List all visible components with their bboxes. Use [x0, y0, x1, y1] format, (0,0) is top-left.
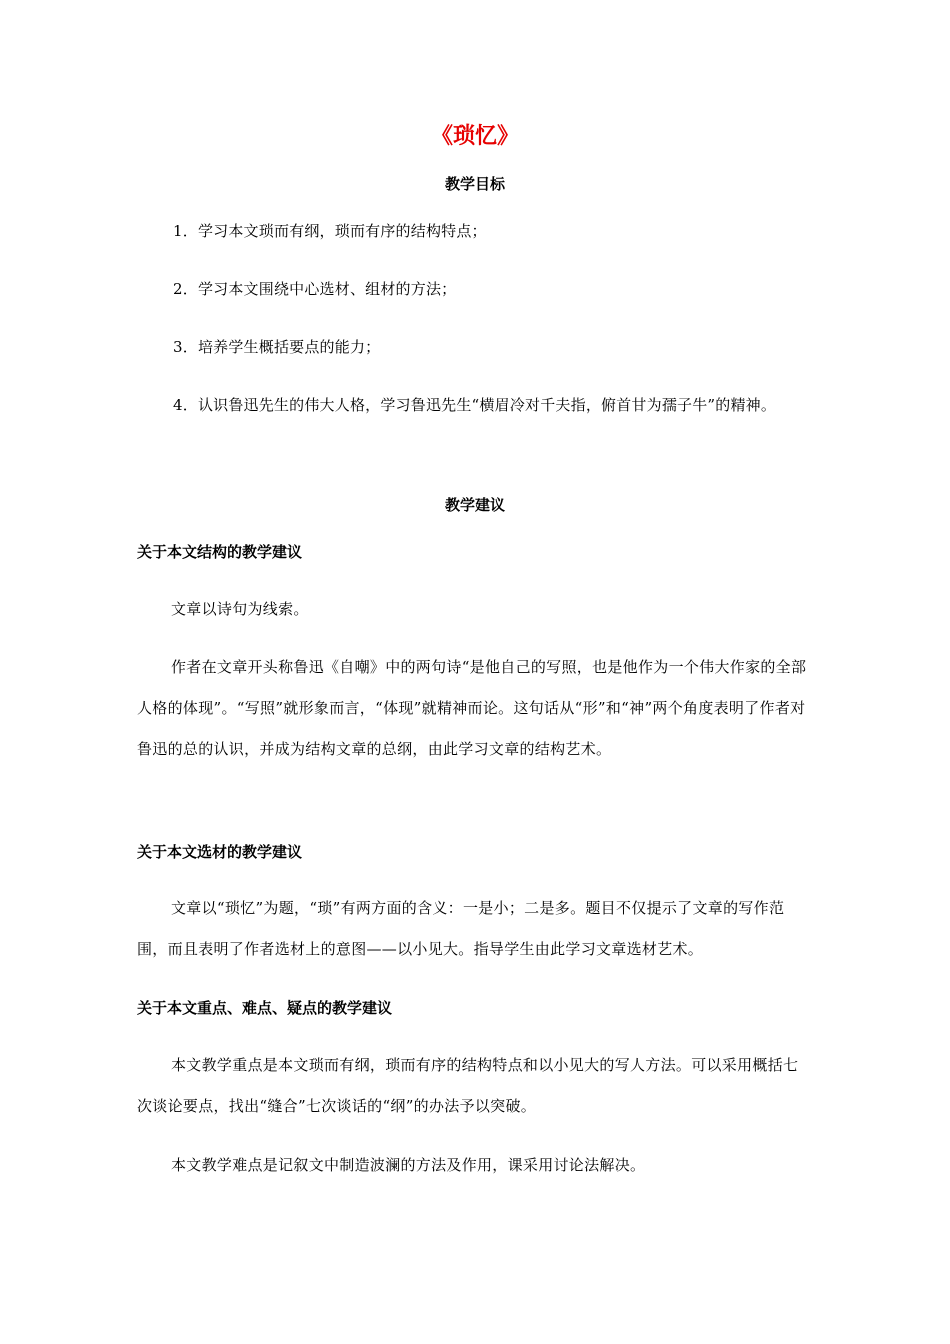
- goal-item-1: 1．学习本文琐而有纲，琐而有序的结构特点；: [173, 222, 487, 240]
- keypoints-paragraph-1: 本文教学重点是本文琐而有纲，琐而有序的结构特点和以小见大的写人方法。可以采用概括七次谈论要点，找出“缝合”七次谈话的“纲”的办法予以突破。: [137, 1056, 799, 1115]
- structure-heading: 关于本文结构的教学建议: [137, 543, 303, 561]
- keypoints-heading: 关于本文重点、难点、疑点的教学建议: [137, 999, 393, 1017]
- structure-paragraph-2: 作者在文章开头称鲁迅《自嘲》中的两句诗“是他自己的写照，也是他作为一个伟大作家的全部人格的体现”。“写照”就形象而言，“体现”就精神而论。这句话从“形”和“神”两个角度表明了作者对鲁迅的总的认识，并成为结构文章的总纲，由此学习文章的结构艺术。: [137, 658, 807, 758]
- structure-paragraph-1: 文章以诗句为线索。: [171, 600, 309, 618]
- goal-item-4: 4．认识鲁迅先生的伟大人格，学习鲁迅先生“横眉冷对千夫指，俯首甘为孺子牛”的精神。: [173, 396, 777, 414]
- keypoints-paragraph-2: 本文教学难点是记叙文中制造波澜的方法及作用，课采用讨论法解决。: [171, 1156, 646, 1174]
- goals-heading: 教学目标: [444, 175, 505, 193]
- suggestions-heading: 教学建议: [444, 496, 505, 514]
- goal-item-2: 2．学习本文围绕中心选材、组材的方法；: [173, 280, 457, 298]
- material-heading: 关于本文选材的教学建议: [137, 843, 303, 861]
- goal-item-3: 3．培养学生概括要点的能力；: [173, 338, 381, 356]
- material-paragraph-1: 文章以“琐忆”为题，“琐”有两方面的含义：一是小；二是多。题目不仅提示了文章的写作范围，而且表明了作者选材上的意图——以小见大。指导学生由此学习文章选材艺术。: [137, 899, 785, 958]
- document-title: 《琐忆》: [430, 124, 519, 149]
